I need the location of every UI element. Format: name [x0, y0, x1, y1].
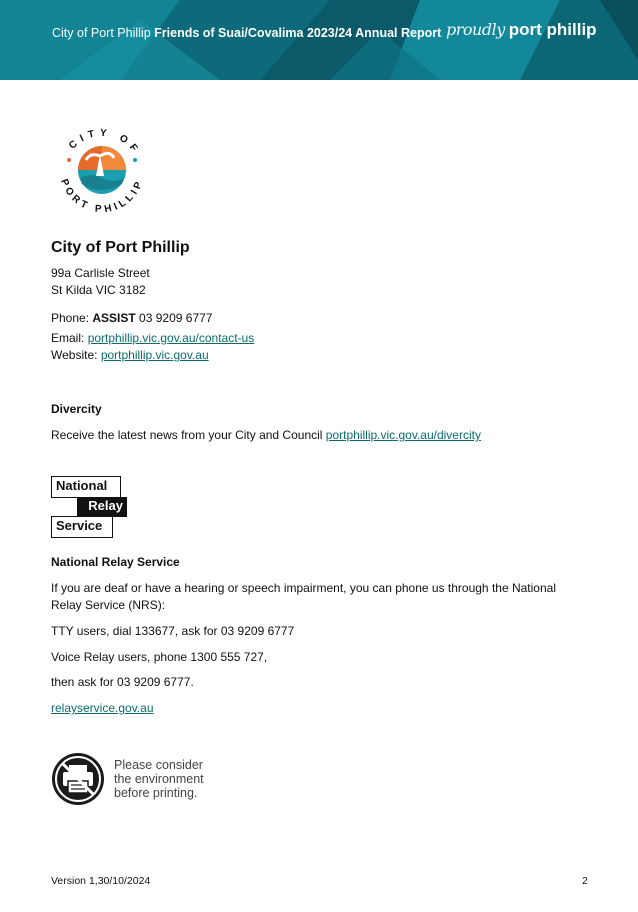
- email-link[interactable]: portphillip.vic.gov.au/contact-us: [87, 331, 255, 345]
- divercity-link[interactable]: portphillip.vic.gov.au/divercity: [325, 428, 481, 442]
- banner-org: City of Port Phillip: [52, 26, 151, 40]
- nrs-logo-relay: Relay: [77, 497, 127, 517]
- divercity-text-line: [51, 427, 481, 443]
- phone-assist: ASSIST: [92, 311, 136, 325]
- phone-number: 03 9209 6777: [135, 311, 213, 325]
- print-notice-line2: the environment: [114, 772, 204, 786]
- brand-script: proudly: [446, 20, 505, 39]
- divercity-heading: Divercity: [51, 402, 102, 416]
- divercity-text: Receive the latest news from your City and Council: [51, 428, 326, 442]
- website-line: [51, 347, 209, 363]
- nrs-para-line2: Relay Service (NRS):: [51, 598, 166, 612]
- city-of-port-phillip-logo: [50, 118, 154, 222]
- print-notice-text: [114, 758, 204, 800]
- print-notice-line3: before printing.: [114, 786, 198, 800]
- logo-text-bottom: PORT PHILLIP: [58, 177, 146, 216]
- national-relay-service-logo: [51, 476, 131, 538]
- no-printer-icon: [50, 751, 106, 807]
- proudly-port-phillip-brand: [446, 20, 597, 40]
- nrs-link[interactable]: relayservice.gov.au: [51, 701, 154, 715]
- org-heading: City of Port Phillip: [51, 239, 190, 256]
- footer-version: Version 1,30/10/2024: [51, 875, 151, 887]
- phone-line: [51, 310, 212, 326]
- nrs-logo-service: Service: [51, 516, 113, 538]
- brand-name: port phillip: [508, 20, 597, 39]
- website-label: Website:: [51, 348, 101, 362]
- nrs-link-line: [51, 700, 154, 716]
- nrs-tty: TTY users, dial 133677, ask for 03 9209 6777: [51, 624, 295, 638]
- nrs-para-line1: If you are deaf or have a hearing or speech impairment, you can phone us through the National: [51, 581, 556, 595]
- nrs-heading: National Relay Service: [51, 555, 180, 569]
- address-line2: St Kilda VIC 3182: [51, 283, 146, 297]
- nrs-then-ask: then ask for 03 9209 6777.: [51, 675, 194, 689]
- banner-title: [52, 26, 441, 40]
- nrs-voice: Voice Relay users, phone 1300 555 727,: [51, 650, 268, 664]
- page-number: 2: [582, 875, 588, 887]
- address-line1: 99a Carlisle Street: [51, 266, 150, 280]
- print-notice-line1: Please consider: [114, 758, 203, 772]
- email-label: Email:: [51, 331, 88, 345]
- banner-report-title: Friends of Suai/Covalima 2023/24 Annual Report: [154, 26, 442, 40]
- logo-text-top: CITY OF: [67, 127, 143, 158]
- header-banner: [0, 0, 638, 80]
- nrs-logo-national: National: [51, 476, 121, 498]
- banner-background: [0, 0, 638, 80]
- website-link[interactable]: portphillip.vic.gov.au: [100, 348, 209, 362]
- email-line: [51, 330, 254, 346]
- phone-label: Phone:: [51, 311, 93, 325]
